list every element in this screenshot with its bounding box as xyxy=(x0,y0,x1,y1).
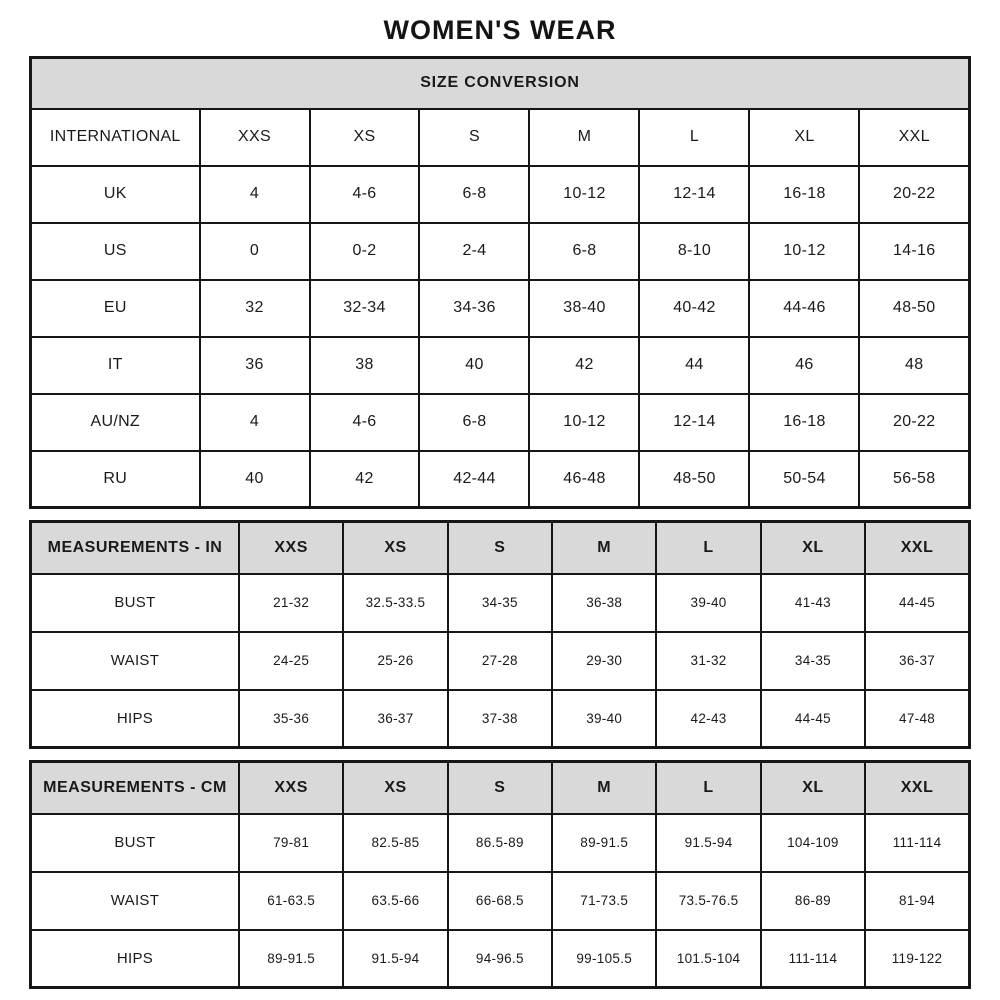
value-cell: 27-28 xyxy=(448,632,552,690)
value-cell: 21-32 xyxy=(239,574,343,632)
value-cell: 39-40 xyxy=(656,574,760,632)
value-cell: 40 xyxy=(200,451,310,508)
measurements-in-size-header-xxs: XXS xyxy=(239,522,343,574)
measurements-in-size-header-s: S xyxy=(448,522,552,574)
value-cell: 48 xyxy=(859,337,969,394)
value-cell: 36-38 xyxy=(552,574,656,632)
value-cell: 34-35 xyxy=(761,632,865,690)
value-cell: 44-45 xyxy=(761,690,865,748)
value-cell: 36-37 xyxy=(343,690,447,748)
value-cell: 42 xyxy=(529,337,639,394)
measurements-cm-size-header-s: S xyxy=(448,762,552,814)
row-label: HIPS xyxy=(31,930,239,988)
value-cell: 91.5-94 xyxy=(656,814,760,872)
size-conversion-size-header-xxs: XXS xyxy=(200,109,310,166)
value-cell: 40 xyxy=(419,337,529,394)
value-cell: 0 xyxy=(200,223,310,280)
row-label: UK xyxy=(31,166,200,223)
measurements-cm-row-bust xyxy=(31,814,970,872)
row-label: WAIST xyxy=(31,872,239,930)
measurements-in-table xyxy=(29,520,971,749)
value-cell: 32 xyxy=(200,280,310,337)
measurements-cm-size-header-xl: XL xyxy=(761,762,865,814)
measurements-in-size-header-l: L xyxy=(656,522,760,574)
value-cell: 48-50 xyxy=(639,451,749,508)
value-cell: 42-43 xyxy=(656,690,760,748)
value-cell: 81-94 xyxy=(865,872,969,930)
size-conversion-banner-row xyxy=(31,58,970,109)
value-cell: 16-18 xyxy=(749,166,859,223)
value-cell: 39-40 xyxy=(552,690,656,748)
size-conversion-size-header-s: S xyxy=(419,109,529,166)
size-conversion-row-it xyxy=(31,337,970,394)
measurements-cm-head-row xyxy=(31,762,970,814)
size-conversion-table xyxy=(29,56,971,509)
measurements-cm-size-header-xxl: XXL xyxy=(865,762,969,814)
row-label: IT xyxy=(31,337,200,394)
value-cell: 4-6 xyxy=(310,166,420,223)
value-cell: 35-36 xyxy=(239,690,343,748)
measurements-in-head-row xyxy=(31,522,970,574)
page-title: WOMEN'S WEAR xyxy=(383,15,617,45)
value-cell: 101.5-104 xyxy=(656,930,760,988)
value-cell: 24-25 xyxy=(239,632,343,690)
size-conversion-size-header-xl: XL xyxy=(749,109,859,166)
value-cell: 73.5-76.5 xyxy=(656,872,760,930)
size-conversion-row-us xyxy=(31,223,970,280)
value-cell: 12-14 xyxy=(639,166,749,223)
row-label: WAIST xyxy=(31,632,239,690)
value-cell: 99-105.5 xyxy=(552,930,656,988)
measurements-cm-size-header-m: M xyxy=(552,762,656,814)
value-cell: 36-37 xyxy=(865,632,969,690)
size-conversion-row-uk xyxy=(31,166,970,223)
measurements-in-size-header-m: M xyxy=(552,522,656,574)
row-label: AU/NZ xyxy=(31,394,200,451)
value-cell: 86-89 xyxy=(761,872,865,930)
value-cell: 111-114 xyxy=(865,814,969,872)
measurements-cm-size-header-xs: XS xyxy=(343,762,447,814)
value-cell: 29-30 xyxy=(552,632,656,690)
value-cell: 48-50 xyxy=(859,280,969,337)
value-cell: 63.5-66 xyxy=(343,872,447,930)
row-label: RU xyxy=(31,451,200,508)
measurements-cm-size-header-xxs: XXS xyxy=(239,762,343,814)
size-conversion-header: SIZE CONVERSION xyxy=(31,58,970,109)
value-cell: 44-45 xyxy=(865,574,969,632)
size-conversion-size-header-xs: XS xyxy=(310,109,420,166)
value-cell: 111-114 xyxy=(761,930,865,988)
value-cell: 94-96.5 xyxy=(448,930,552,988)
value-cell: 61-63.5 xyxy=(239,872,343,930)
value-cell: 38 xyxy=(310,337,420,394)
size-conversion-row-au-nz xyxy=(31,394,970,451)
size-conversion-size-header-xxl: XXL xyxy=(859,109,969,166)
value-cell: 16-18 xyxy=(749,394,859,451)
value-cell: 41-43 xyxy=(761,574,865,632)
value-cell: 42-44 xyxy=(419,451,529,508)
value-cell: 36 xyxy=(200,337,310,394)
value-cell: 32.5-33.5 xyxy=(343,574,447,632)
measurements-in-header: MEASUREMENTS - IN xyxy=(31,522,239,574)
value-cell: 4-6 xyxy=(310,394,420,451)
measurements-in-row-hips xyxy=(31,690,970,748)
row-label: HIPS xyxy=(31,690,239,748)
value-cell: 4 xyxy=(200,166,310,223)
value-cell: 42 xyxy=(310,451,420,508)
value-cell: 0-2 xyxy=(310,223,420,280)
value-cell: 6-8 xyxy=(419,394,529,451)
value-cell: 20-22 xyxy=(859,166,969,223)
value-cell: 86.5-89 xyxy=(448,814,552,872)
value-cell: 37-38 xyxy=(448,690,552,748)
row-label: BUST xyxy=(31,574,239,632)
value-cell: 46-48 xyxy=(529,451,639,508)
measurements-in-row-waist xyxy=(31,632,970,690)
measurements-cm-table xyxy=(29,760,971,989)
value-cell: 25-26 xyxy=(343,632,447,690)
value-cell: 34-36 xyxy=(419,280,529,337)
size-conversion-size-header-l: L xyxy=(639,109,749,166)
value-cell: 47-48 xyxy=(865,690,969,748)
size-conversion-head-row xyxy=(31,109,970,166)
value-cell: 20-22 xyxy=(859,394,969,451)
value-cell: 10-12 xyxy=(529,166,639,223)
value-cell: 66-68.5 xyxy=(448,872,552,930)
size-conversion-corner-label: INTERNATIONAL xyxy=(31,109,200,166)
value-cell: 50-54 xyxy=(749,451,859,508)
value-cell: 44-46 xyxy=(749,280,859,337)
value-cell: 38-40 xyxy=(529,280,639,337)
value-cell: 4 xyxy=(200,394,310,451)
value-cell: 56-58 xyxy=(859,451,969,508)
row-label: US xyxy=(31,223,200,280)
size-conversion-size-header-m: M xyxy=(529,109,639,166)
row-label: EU xyxy=(31,280,200,337)
value-cell: 14-16 xyxy=(859,223,969,280)
measurements-cm-row-waist xyxy=(31,872,970,930)
value-cell: 6-8 xyxy=(419,166,529,223)
value-cell: 40-42 xyxy=(639,280,749,337)
measurements-in-size-header-xl: XL xyxy=(761,522,865,574)
measurements-cm-size-header-l: L xyxy=(656,762,760,814)
value-cell: 46 xyxy=(749,337,859,394)
value-cell: 119-122 xyxy=(865,930,969,988)
value-cell: 82.5-85 xyxy=(343,814,447,872)
value-cell: 34-35 xyxy=(448,574,552,632)
value-cell: 10-12 xyxy=(749,223,859,280)
size-conversion-row-ru xyxy=(31,451,970,508)
measurements-cm-row-hips xyxy=(31,930,970,988)
value-cell: 89-91.5 xyxy=(239,930,343,988)
value-cell: 91.5-94 xyxy=(343,930,447,988)
value-cell: 32-34 xyxy=(310,280,420,337)
value-cell: 2-4 xyxy=(419,223,529,280)
value-cell: 6-8 xyxy=(529,223,639,280)
value-cell: 10-12 xyxy=(529,394,639,451)
row-label: BUST xyxy=(31,814,239,872)
value-cell: 104-109 xyxy=(761,814,865,872)
measurements-in-size-header-xs: XS xyxy=(343,522,447,574)
value-cell: 31-32 xyxy=(656,632,760,690)
value-cell: 44 xyxy=(639,337,749,394)
value-cell: 89-91.5 xyxy=(552,814,656,872)
measurements-in-size-header-xxl: XXL xyxy=(865,522,969,574)
value-cell: 71-73.5 xyxy=(552,872,656,930)
size-conversion-row-eu xyxy=(31,280,970,337)
value-cell: 12-14 xyxy=(639,394,749,451)
value-cell: 79-81 xyxy=(239,814,343,872)
measurements-cm-header: MEASUREMENTS - CM xyxy=(31,762,239,814)
measurements-in-row-bust xyxy=(31,574,970,632)
value-cell: 8-10 xyxy=(639,223,749,280)
